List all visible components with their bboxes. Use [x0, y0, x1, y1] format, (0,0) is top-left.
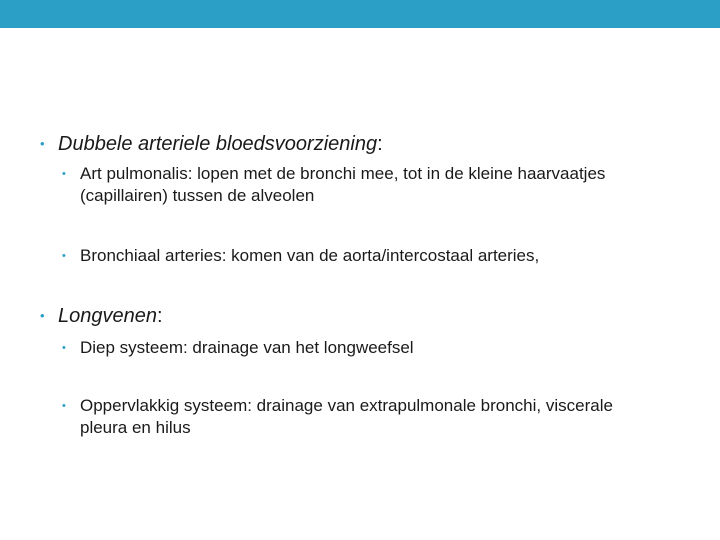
list-item-text: Diep systeem: drainage van het longweefsel [80, 338, 414, 357]
bullet-icon: • [62, 250, 66, 262]
heading-colon: : [156, 305, 163, 327]
bullet-icon: • [62, 168, 66, 180]
list-item [62, 245, 660, 267]
list-item [62, 163, 660, 207]
bullet-icon: • [62, 400, 66, 412]
bullet-icon: • [40, 136, 45, 151]
heading-colon: : [377, 133, 383, 155]
heading-text: Longvenen [58, 305, 157, 327]
bullet-icon: • [62, 342, 66, 354]
section-heading-veins [40, 304, 658, 328]
bullet-icon: • [40, 308, 45, 323]
heading-text: Dubbele arteriele bloedsvoorziening [58, 133, 378, 155]
section-heading-arterial [40, 132, 658, 156]
list-item [62, 337, 660, 359]
list-item-text: Art pulmonalis: lopen met de bronchi mee, tot in de kleine haarvaatjes (capillairen) tussen de alveolen [80, 164, 606, 205]
list-item [62, 395, 660, 439]
list-item-text: Oppervlakkig systeem: drainage van extrapulmonale bronchi, viscerale pleura en hilus [80, 396, 613, 437]
list-item-text: Bronchiaal arteries: komen van de aorta/intercostaal arteries, [80, 246, 540, 265]
